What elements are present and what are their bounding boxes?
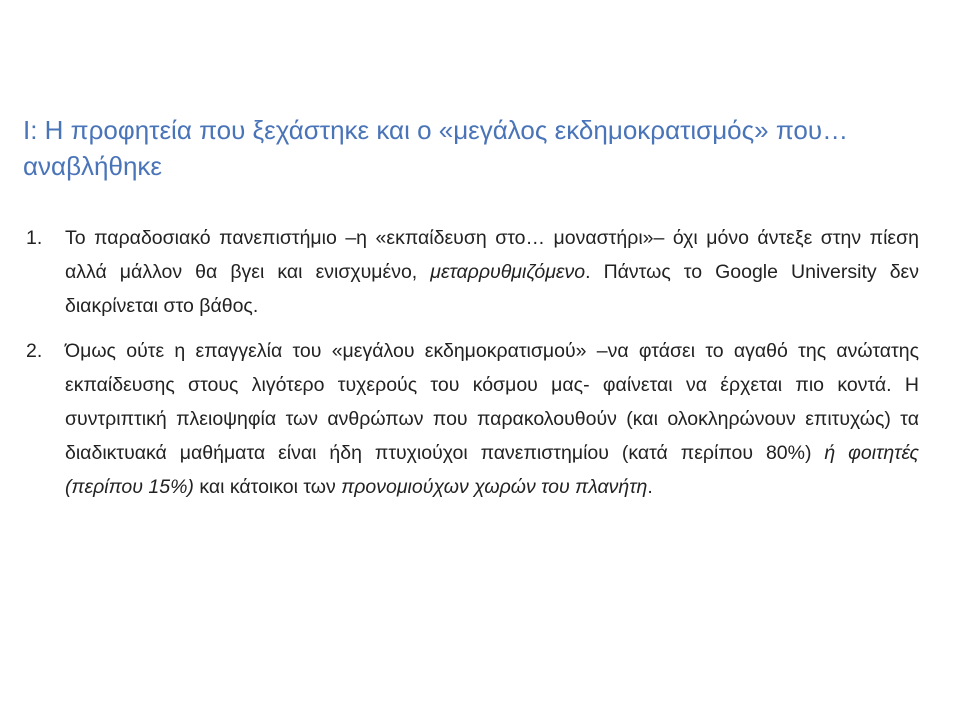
text-segment: . — [647, 476, 653, 498]
list-item — [26, 221, 919, 323]
text-segment: . Πάντως το Google University δεν διακρίνεται στο βάθος. — [65, 261, 919, 317]
list-item-text — [65, 340, 919, 498]
italic-text-segment: μεταρρυθμιζόμενο — [430, 261, 586, 283]
italic-text-segment: προνομιούχων χωρών του πλανήτη — [341, 476, 648, 498]
italic-text-segment: ή φοιτητές (περίπου 15%) — [65, 442, 919, 498]
list-item-text — [65, 227, 919, 317]
list-item-number: 2. — [26, 340, 43, 362]
text-segment: και κάτοικοι των — [193, 476, 342, 498]
text-segment: Όμως ούτε η επαγγελία του «μεγάλου εκδημοκρατισμού» –να φτάσει το αγαθό της ανώτατης εκπαίδευσης στους λιγότερο τυχερούς του κόσμου μας- φαίνεται να έρχεται πιο κοντά. Η συντριπτική πλειοψηφία των ανθρώπων που παρακολουθούν (και ολοκληρώνουν επιτυχώς) τα διαδικτυακά μαθήματα είναι ήδη πτυχιούχοι πανεπιστημίου (κατά περίπου 80%) — [65, 340, 919, 464]
bullet-list — [26, 221, 919, 504]
text-segment: Το παραδοσιακό πανεπιστήμιο –η «εκπαίδευση στο… μοναστήρι»– όχι μόνο άντεξε στην πίεση αλλά μάλλον θα βγει και ενισχυμένο, — [65, 227, 919, 283]
list-item-number: 1. — [26, 227, 43, 249]
list-item — [26, 334, 919, 504]
slide-title: I: Η προφητεία που ξεχάστηκε και ο «μεγάλος εκδημοκρατισμός» που… αναβλήθηκε — [23, 115, 849, 181]
